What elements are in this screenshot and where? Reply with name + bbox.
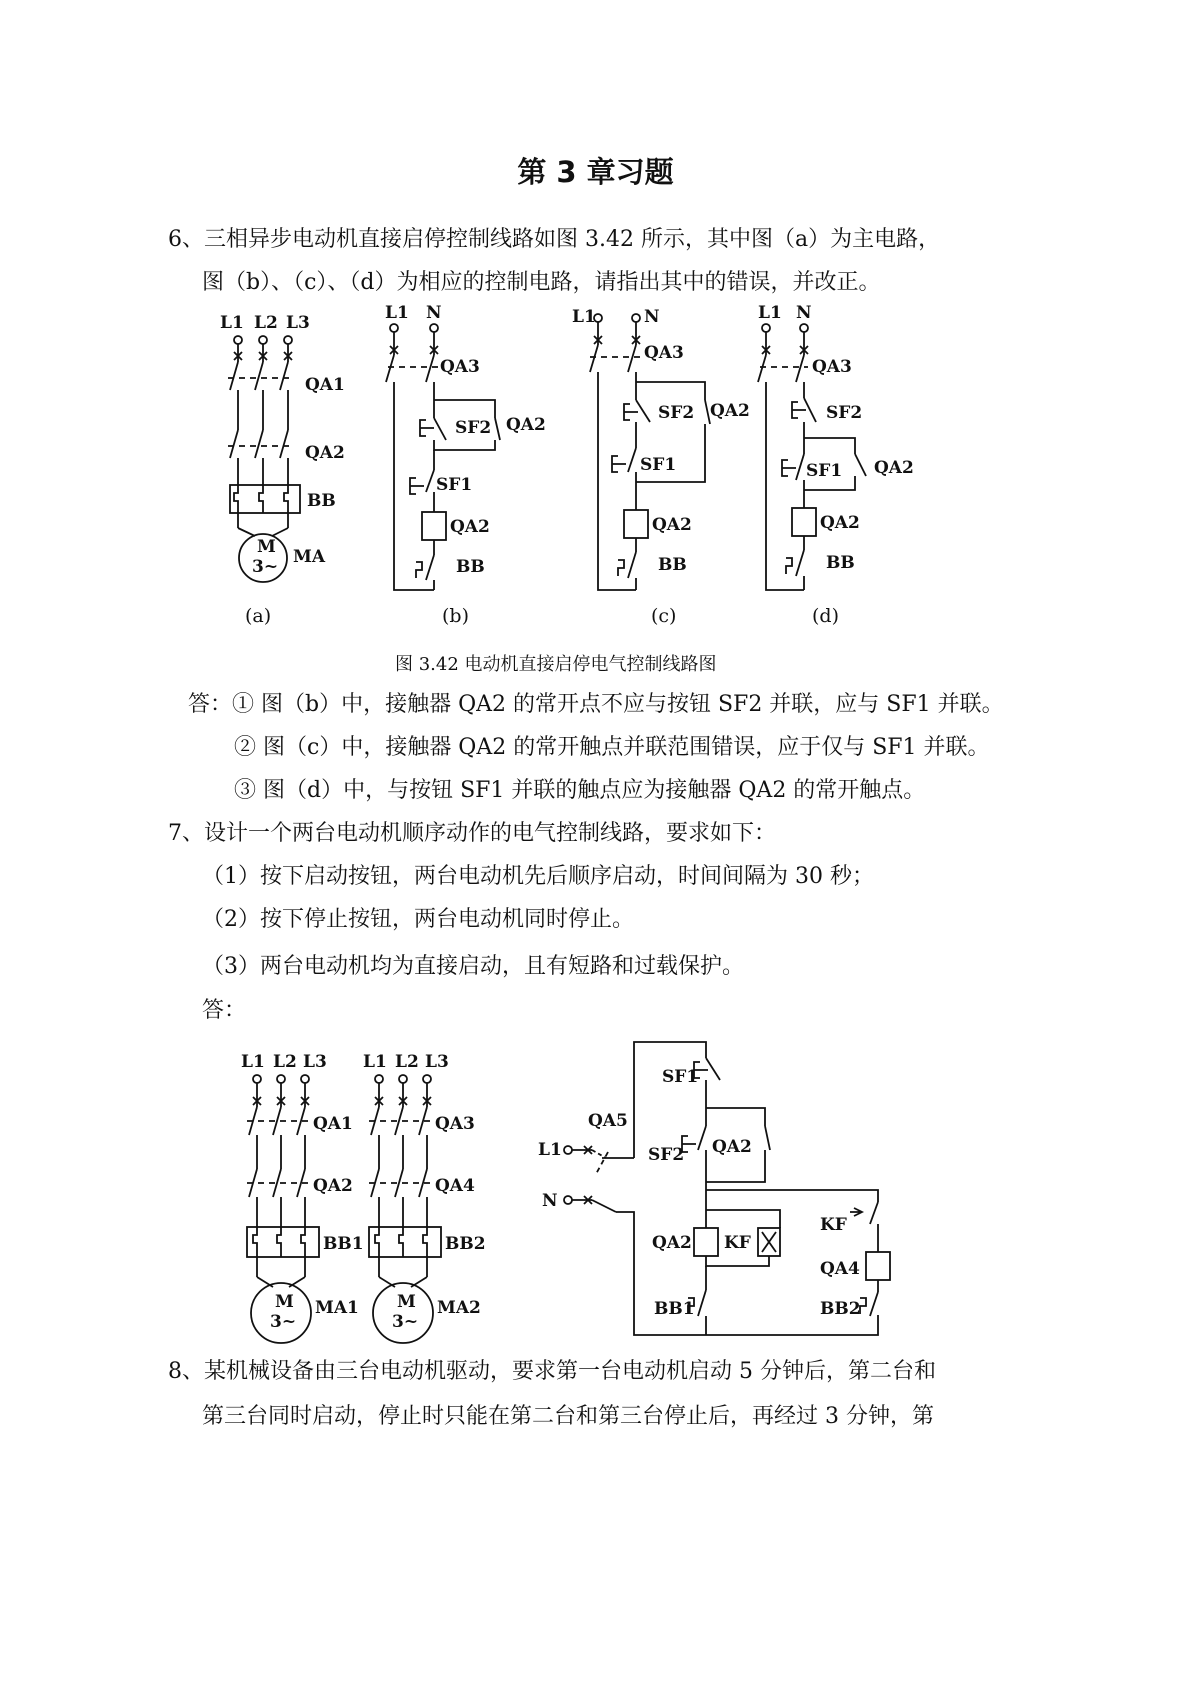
label-KF: KF [724, 1233, 751, 1253]
label-BB2: BB2 [445, 1234, 486, 1254]
label-BB: BB [826, 553, 855, 573]
label-L1: L1 [363, 1052, 387, 1072]
label-BB: BB [456, 557, 485, 577]
label-3phase: 3~ [270, 1312, 297, 1332]
diagram-b-control-circuit [380, 300, 560, 600]
label-N: N [644, 307, 660, 327]
label-BB: BB [307, 491, 336, 511]
label-QA1: QA1 [313, 1114, 353, 1134]
label-QA2: QA2 [874, 458, 914, 478]
question-6-line-2: 图（b）、（c）、（d）为相应的控制电路，请指出其中的错误，并改正。 [202, 270, 881, 295]
diagram-q7-main-circuit-2 [357, 1045, 487, 1355]
label-SF1: SF1 [806, 461, 843, 481]
label-M: M [397, 1292, 416, 1312]
label-BB2: BB2 [820, 1299, 861, 1319]
label-QA3: QA3 [435, 1114, 475, 1134]
label-QA2: QA2 [710, 401, 750, 421]
label-N: N [542, 1191, 558, 1211]
label-BB1: BB1 [654, 1299, 695, 1319]
label-M: M [275, 1292, 294, 1312]
question-7-line-1: 7、设计一个两台电动机顺序动作的电气控制线路，要求如下： [168, 821, 776, 846]
diagram-d-control-circuit [750, 300, 930, 600]
label-QA2: QA2 [712, 1137, 752, 1157]
label-SF2: SF2 [826, 403, 863, 423]
label-L1: L1 [758, 303, 782, 323]
label-L1: L1 [572, 307, 596, 327]
figure-caption: 图 3.42 电动机直接启停电气控制线路图 [395, 654, 717, 675]
question-8-line-2: 第三台同时启动，停止时只能在第二台和第三台停止后，再经过 3 分钟，第 [202, 1404, 934, 1429]
label-L3: L3 [303, 1052, 327, 1072]
question-7-req-1: （1）按下启动按钮，两台电动机先后顺序启动，时间间隔为 30 秒； [202, 864, 874, 889]
label-SF1: SF1 [640, 455, 677, 475]
label-QA2-coil: QA2 [652, 1233, 692, 1253]
label-MA2: MA2 [437, 1298, 481, 1318]
label-L1: L1 [241, 1052, 265, 1072]
label-QA2: QA2 [305, 443, 345, 463]
figure-a-label: (a) [245, 605, 272, 627]
label-N: N [426, 303, 442, 323]
label-QA4: QA4 [435, 1176, 475, 1196]
diagram-c-control-circuit [570, 300, 760, 600]
label-3phase: 3~ [392, 1312, 419, 1332]
figure-c-label: (c) [651, 605, 677, 627]
label-L3: L3 [425, 1052, 449, 1072]
label-SF2: SF2 [455, 418, 492, 438]
label-QA2-coil: QA2 [450, 517, 490, 537]
label-3phase: 3~ [252, 557, 279, 577]
question-6-line-1: 6、三相异步电动机直接启停控制线路如图 3.42 所示，其中图（a）为主电路， [168, 227, 941, 252]
label-QA2-coil: QA2 [820, 513, 860, 533]
label-QA3: QA3 [440, 357, 480, 377]
label-SF2: SF2 [648, 1145, 685, 1165]
label-BB1: BB1 [323, 1234, 364, 1254]
label-QA4: QA4 [820, 1259, 860, 1279]
answer-7-label: 答： [202, 998, 247, 1023]
question-7-req-3: （3）两台电动机均为直接启动，且有短路和过载保护。 [202, 954, 744, 979]
label-MA1: MA1 [315, 1298, 359, 1318]
answer-6-item-1: 答：① 图（b）中，接触器 QA2 的常开点不应与按钮 SF2 并联，应与 SF1 并联。 [188, 692, 1004, 717]
figure-b-label: (b) [442, 605, 469, 627]
answer-6-item-2: ② 图（c）中，接触器 QA2 的常开触点并联范围错误，应于仅与 SF1 并联。 [234, 735, 990, 760]
question-7-req-2: （2）按下停止按钮，两台电动机同时停止。 [202, 907, 634, 932]
label-QA2: QA2 [313, 1176, 353, 1196]
label-L2: L2 [254, 313, 278, 333]
label-M: M [257, 537, 276, 557]
label-L2: L2 [395, 1052, 419, 1072]
label-SF2: SF2 [658, 403, 695, 423]
figure-d-label: (d) [812, 605, 839, 627]
question-8-line-1: 8、某机械设备由三台电动机驱动，要求第一台电动机启动 5 分钟后，第二台和 [168, 1359, 936, 1384]
label-L3: L3 [286, 313, 310, 333]
label-QA5: QA5 [588, 1111, 628, 1131]
label-SF1: SF1 [436, 475, 473, 495]
label-L2: L2 [273, 1052, 297, 1072]
label-QA2-coil: QA2 [652, 515, 692, 535]
label-SF1: SF1 [662, 1067, 699, 1087]
label-MA: MA [293, 547, 326, 567]
label-L1: L1 [220, 313, 244, 333]
diagram-q7-main-circuit-1 [235, 1045, 365, 1355]
label-QA3: QA3 [812, 357, 852, 377]
label-N: N [796, 303, 812, 323]
label-L1: L1 [538, 1140, 562, 1160]
label-QA2: QA2 [506, 415, 546, 435]
page-title: 第 3 章习题 [517, 155, 674, 189]
label-QA1: QA1 [305, 375, 345, 395]
label-KF-contact: KF [820, 1215, 847, 1235]
diagram-a-main-circuit [210, 300, 360, 600]
label-L1: L1 [385, 303, 409, 323]
answer-6-item-3: ③ 图（d）中，与按钮 SF1 并联的触点应为接触器 QA2 的常开触点。 [234, 778, 926, 803]
label-QA3: QA3 [644, 343, 684, 363]
diagram-q7-control-circuit [530, 1040, 910, 1340]
label-BB: BB [658, 555, 687, 575]
